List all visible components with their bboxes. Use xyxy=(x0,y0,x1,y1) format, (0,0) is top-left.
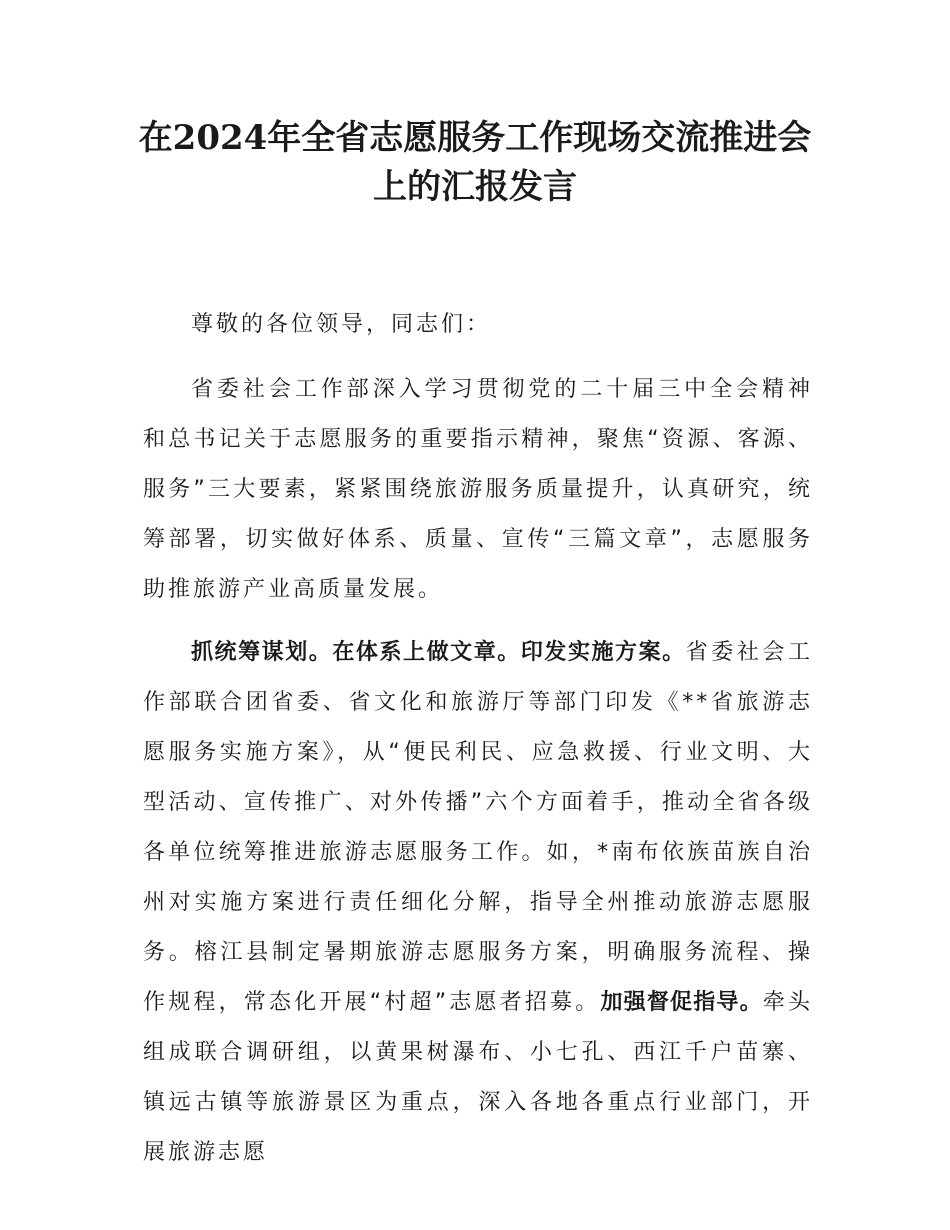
subsection-heading: 加强督促指导。 xyxy=(600,990,763,1015)
subsection-heading: 印发实施方案。 xyxy=(520,640,686,665)
document-title-line-1: 在2024年全省志愿服务工作现场交流推进会 xyxy=(138,118,812,158)
paragraph-text: 省委社会工作部联合团省委、省文化和旅游厅等部门印发《**省旅游志愿服务实施方案》，从“便民利民、应急救援、行业文明、大型活动、宣传推广、对外传播”六个方面着手，推动全省各级各单位统筹推进旅游志愿服务工作。如，*南布依族苗族自治州对实施方案进行责任细化分解，指导全州推动旅游志愿服务。榕江县制定暑期旅游志愿服务方案，明确服务流程、操作规程，常态化开展“村超”志愿者招募。 xyxy=(143,640,813,1015)
document-title-line-2: 上的汇报发言 xyxy=(373,167,577,207)
paragraph-planning xyxy=(143,628,813,1178)
paragraph-text: 牵头组成联合调研组，以黄果树瀑布、小七孔、西江千户苗寨、镇远古镇等旅游景区为重点，深入各地各重点行业部门，开展旅游志愿 xyxy=(143,990,813,1165)
salutation: 尊敬的各位领导，同志们： xyxy=(191,312,492,337)
section-heading: 抓统筹谋划。在体系上做文章。 xyxy=(191,640,521,665)
paragraph-intro: 省委社会工作部深入学习贯彻党的二十届三中全会精神和总书记关于志愿服务的重要指示精神，聚焦“资源、客源、服务”三大要素，紧紧围绕旅游服务质量提升，认真研究，统筹部署，切实做好体系、质量、宣传“三篇文章”，志愿服务助推旅游产业高质量发展。 xyxy=(143,377,813,602)
